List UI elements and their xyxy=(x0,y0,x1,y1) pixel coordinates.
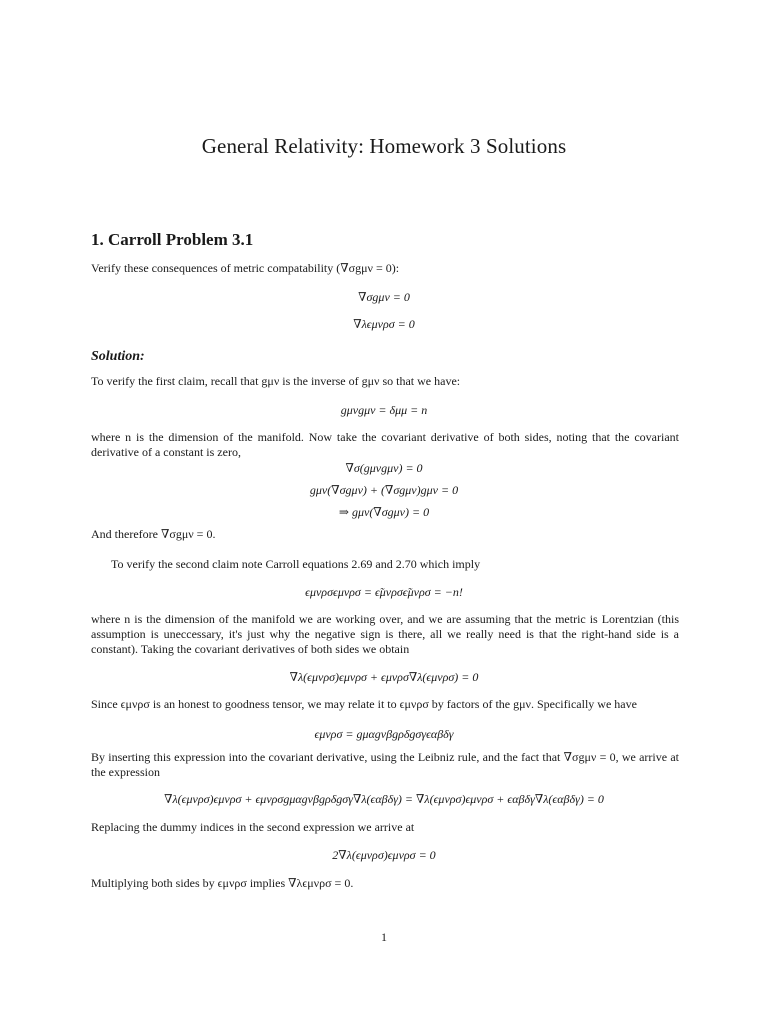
equation-2: ∇λϵμνρσ = 0 xyxy=(353,317,415,331)
equation-4: ∇σ(gμνgμν) = 0 xyxy=(345,461,423,475)
paragraph-7: By inserting this expression into the covariant derivative, using the Leibniz rule, and the fact that ∇σgμν = 0, we arrive at the expression xyxy=(91,750,679,779)
page-title: General Relativity: Homework 3 Solutions xyxy=(201,134,567,158)
paragraph-8: Replacing the dummy indices in the second expression we arrive at xyxy=(91,820,415,834)
problem-statement: Verify these consequences of metric compatability (∇σgμν = 0): xyxy=(91,261,400,275)
equation-8: ∇λ(ϵμνρσ)ϵμνρσ + ϵμνρσ∇λ(ϵμνρσ) = 0 xyxy=(289,670,479,684)
equation-1: ∇σgμν = 0 xyxy=(358,290,410,304)
equation-7: ϵμνρσϵμνρσ = ϵ̃μνρσϵ̃μνρσ = −n! xyxy=(305,585,463,599)
paragraph-1: To verify the first claim, recall that gμν is the inverse of gμν so that we have: xyxy=(91,374,461,388)
paragraph-3: And therefore ∇σgμν = 0. xyxy=(91,527,216,541)
equation-6: ⇒ gμν(∇σgμν) = 0 xyxy=(338,505,430,519)
section-heading: 1. Carroll Problem 3.1 xyxy=(91,230,254,249)
equation-10: ∇λ(ϵμνρσ)ϵμνρσ + ϵμνρσgμαgνβgρδgσγ∇λ(ϵαβδγ) = ∇λ(ϵμνρσ)ϵμνρσ + ϵαβδγ∇λ(ϵαβδγ) = 0 xyxy=(164,792,604,806)
page-number: 1 xyxy=(381,930,387,944)
paragraph-5: where n is the dimension of the manifold we are working over, and we are assuming that the metric is Lorentzian (this assumption is uneccessary, it's just why the negative sign is there, all we really need is that the right-hand side is a constant). Taking the covariant derivatives of both sides we obtain xyxy=(91,612,679,656)
paragraph-2: where n is the dimension of the manifold. Now take the covariant derivative of both sides, noting that the covariant derivative of a constant is zero, xyxy=(91,430,679,459)
equation-3: gμνgμν = δμμ = n xyxy=(340,403,428,417)
equation-9: ϵμνρσ = gμαgνβgρδgσγϵαβδγ xyxy=(314,727,454,741)
equation-11: 2∇λ(ϵμνρσ)ϵμνρσ = 0 xyxy=(332,848,436,862)
paragraph-9: Multiplying both sides by ϵμνρσ implies ∇λϵμνρσ = 0. xyxy=(91,876,354,890)
equation-5: gμν(∇σgμν) + (∇σgμν)gμν = 0 xyxy=(309,483,459,497)
solution-label: Solution: xyxy=(91,349,145,364)
paragraph-6: Since ϵμνρσ is an honest to goodness tensor, we may relate it to ϵμνρσ by factors of the gμν. Specifically we have xyxy=(91,697,637,711)
paragraph-4: To verify the second claim note Carroll equations 2.69 and 2.70 which imply xyxy=(111,557,481,571)
